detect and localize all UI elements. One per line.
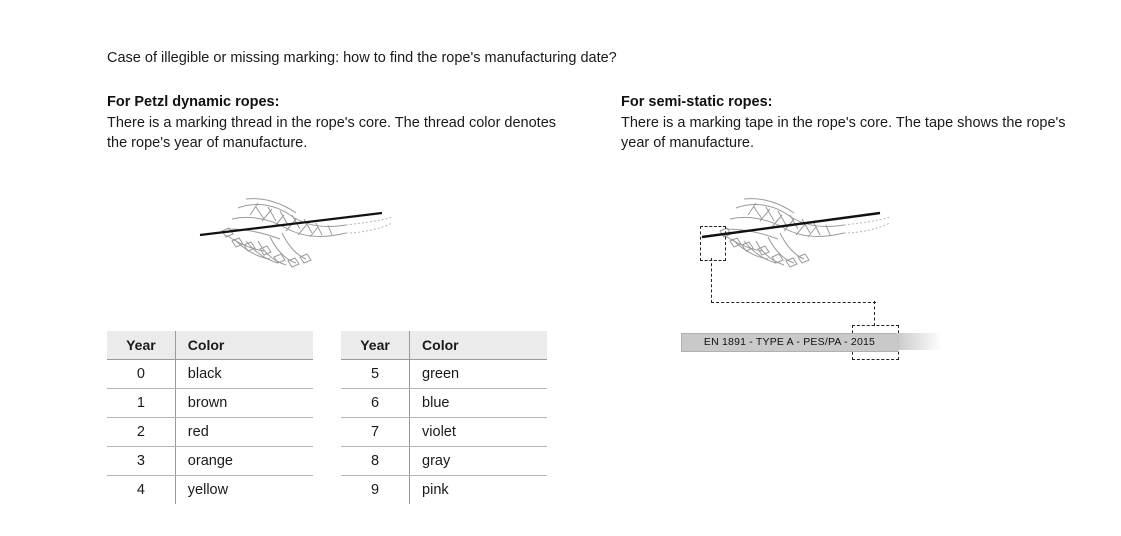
table-row [341,360,547,389]
cell-color: black [175,360,313,389]
cell-year: 7 [341,418,410,447]
cell-color: gray [410,447,547,476]
section-dynamic-body [107,113,587,153]
year-color-tables [107,331,547,504]
column-header-color: Color [410,331,547,360]
column-header-color: Color [175,331,313,360]
year-color-table-1 [341,331,547,504]
table-row [107,389,313,418]
table-row [341,418,547,447]
section-dynamic-body-line2: the rope's year of manufacture. [107,135,308,151]
cell-color: red [175,418,313,447]
table-header-row [107,331,313,360]
rope-thread-drawing [186,185,406,285]
table-row [107,447,313,476]
cell-year: 6 [341,389,410,418]
section-semistatic-body-line1: There is a marking tape in the rope's core. The tape shows the rope's [621,115,1066,131]
cell-year: 5 [341,360,410,389]
callout-leader-line [711,258,876,303]
section-dynamic-ropes [107,93,587,153]
section-semistatic-body-line2: year of manufacture. [621,135,754,151]
table-row [107,360,313,389]
table-row [341,476,547,505]
intro-text: Case of illegible or missing marking: how to find the rope's manufacturing date? [107,50,617,66]
column-header-year: Year [107,331,175,360]
cell-year: 2 [107,418,175,447]
section-dynamic-heading: For Petzl dynamic ropes: [107,94,280,110]
section-semistatic-body [621,113,1091,153]
table-row [341,447,547,476]
cell-year: 1 [107,389,175,418]
year-color-table-0 [107,331,313,504]
section-semistatic-heading: For semi-static ropes: [621,94,773,110]
cell-year: 8 [341,447,410,476]
column-header-year: Year [341,331,410,360]
cell-color: pink [410,476,547,505]
cell-year: 4 [136,482,145,498]
cell-color: orange [175,447,313,476]
section-semistatic-ropes [621,93,1091,153]
cell-color: yellow [175,476,313,505]
cell-color: green [410,360,547,389]
tape-fade-end [896,333,942,350]
table-header-row [341,331,547,360]
cell-year: 9 [370,482,380,498]
section-dynamic-body-line1: There is a marking thread in the rope's core. The thread color denotes [107,115,557,131]
table-row [341,389,547,418]
tape-marking-label: EN 1891 - TYPE A - PES/PA - 2015 [681,333,898,352]
cell-color: brown [175,389,313,418]
cell-year: 0 [107,360,175,389]
cell-year: 3 [107,447,175,476]
callout-leader-line-vertical [874,301,876,326]
table-row [107,418,313,447]
rope-thread-illustration [186,185,406,285]
cell-color: blue [410,389,547,418]
cell-color: violet [410,418,547,447]
table-row [107,476,313,505]
callout-box-core [700,226,726,261]
